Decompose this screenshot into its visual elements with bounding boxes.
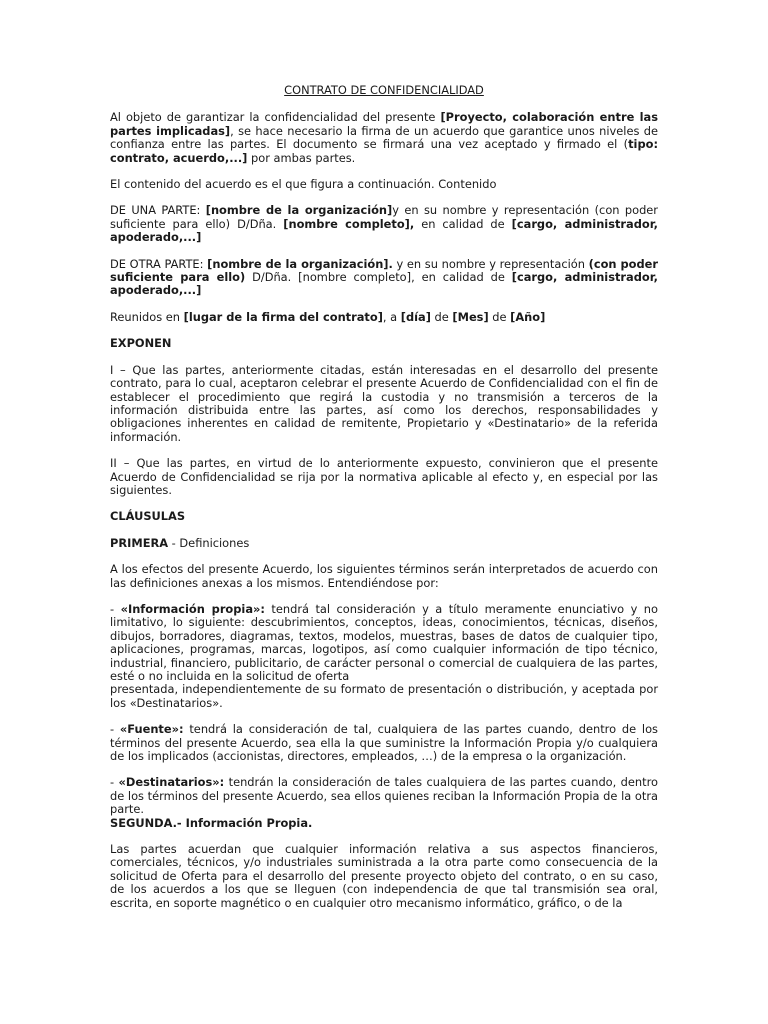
contenido-paragraph: El contenido del acuerdo es el que figura a continuación. Contenido: [110, 177, 497, 192]
document-body: [110, 84, 658, 923]
clausulas-heading: CLÁUSULAS: [110, 509, 186, 524]
efectos-paragraph: A los efectos del presente Acuerdo, los siguientes términos serán interpretados de acuerdo con las definiciones anexas a los mismos. Entendiéndose por:: [110, 562, 658, 590]
parte-otra-paragraph: DE OTRA PARTE: [nombre de la organización]. y en su nombre y representación (con poder suficiente para ello) D/Dña. [nombre completo], en calidad de [cargo, administrador, apoderado,...]: [110, 256, 658, 298]
def-fuente: - «Fuente»: tendrá la consideración de tal, cualquiera de las partes cuando, dentro de los términos del presente Acuerdo, sea ella la que suministre la Información Propia y/o cualquiera de los implicados (accionistas, directores, empleados, …) de la empresa o la organización.: [110, 722, 658, 764]
def-destinatarios: - «Destinatarios»: tendrán la consideración de tales cualquiera de las partes cuando, dentro de los términos del presente Acuerdo, sea ellos quienes reciban la Información Propia de la otra parte.: [110, 775, 659, 817]
def-informacion-propia: - «Información propia»: tendrá tal consideración y a título meramente enunciativo y no limitativo, lo siguiente: descubrimientos, conceptos, ideas, conocimientos, técnicas, diseños, dibujos, borradores, diagramas, textos, modelos, muestras, bases de datos de cualquier tipo, aplicaciones, programas, marcas, logotipos, así como cualquier información de tipo técnico, industrial, financiero, publicitario, de carácter personal o comercial de cualquiera de las partes, esté o no incluida en la solicitud de oferta presentada, independientemente de su formato de presentación o distribución, y aceptada por los «Destinatarios».: [110, 601, 658, 710]
partes-acuerdan-paragraph: Las partes acuerdan que cualquier información relativa a sus aspectos financieros, comerciales, técnicos, y/o industriales suministrada a la otra parte como consecuencia de la solicitud de Oferta para el desarrollo del presente proyecto objeto del contrato, o en su caso, de los acuerdos a los que se lleguen (con independencia de que tal transmisión sea oral, escrita, en soporte magnético o en cualquier otro mecanismo informático, gráfico, o de la: [110, 842, 658, 910]
segunda-heading: SEGUNDA.- Información Propia.: [110, 815, 313, 830]
parte-una-paragraph: DE UNA PARTE: [nombre de la organización]y en su nombre y representación (con poder suficiente para ello) D/Dña. [nombre completo], en calidad de [cargo, administrador, apoderado,...]: [110, 203, 658, 245]
exponen-ii-paragraph: II – Que las partes, en virtud de lo anteriormente expuesto, convinieron que el presente Acuerdo de Confidencialidad se rija por la normativa aplicable al efecto y, en especial por las siguientes.: [110, 456, 658, 497]
intro-paragraph: Al objeto de garantizar la confidencialidad del presente [Proyecto, colaboración entre las partes implicadas], se hace necesario la firma de un acuerdo que garantice unos niveles de confianza entre las partes. El documento se firmará una vez aceptado y firmado el (tipo: contrato, acuerdo,...] por ambas partes.: [110, 110, 659, 165]
exponen-i-paragraph: I – Que las partes, anteriormente citadas, están interesadas en el desarrollo del presente contrato, para lo cual, aceptaron celebrar el presente Acuerdo de Confidencialidad con el fin de establecer el procedimiento que regirá la custodia y no transmisión a terceros de la información distribuida entre las partes, así como los derechos, responsabilidades y obligaciones inherentes en calidad de remitente, Propietario y «Destinatario» de la referida información.: [110, 362, 658, 444]
document-title: CONTRATO DE CONFIDENCIALIDAD: [284, 83, 484, 97]
reunidos-paragraph: Reunidos en [lugar de la firma del contrato], a [día] de [Mes] de [Año]: [110, 309, 546, 324]
exponen-heading: EXPONEN: [110, 336, 172, 351]
primera-heading: PRIMERA - Definiciones: [110, 535, 250, 550]
